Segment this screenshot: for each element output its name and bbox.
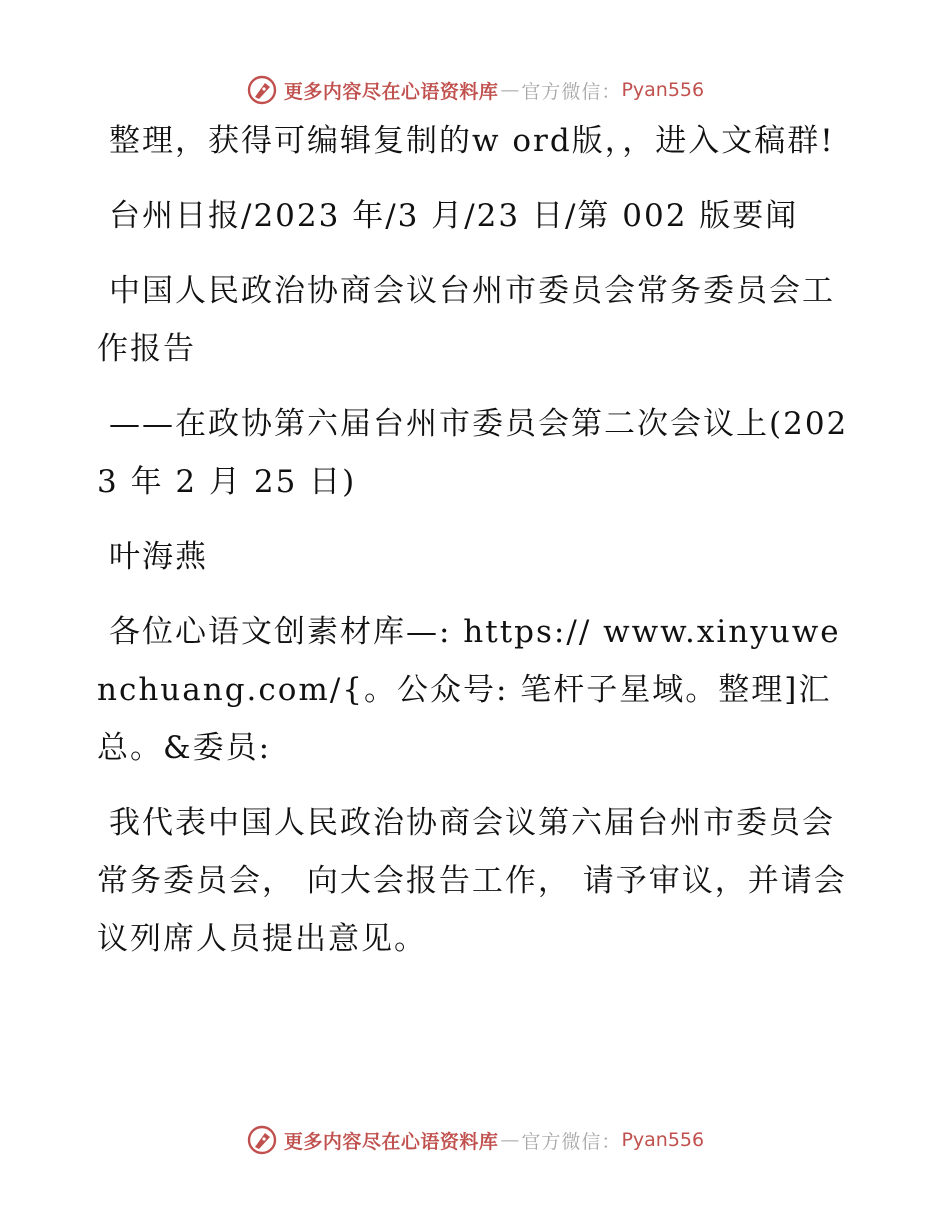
banner-wechat-id: Pyan556 (621, 79, 705, 101)
paragraph-intro: 整理，获得可编辑复制的w ord版，，进入文稿群! (109, 123, 835, 159)
pen-nib-circle-icon (246, 74, 278, 106)
banner-wechat-id: Pyan556 (621, 1129, 705, 1151)
footer-watermark-banner (0, 1120, 950, 1160)
pen-nib-circle-icon (246, 1124, 278, 1156)
paragraph-title: 中国人民政治协商会议台州市委员会常务委员会工作报告 (97, 273, 835, 367)
banner-dash: — (500, 79, 520, 101)
paragraph-author: 叶海燕 (109, 539, 208, 575)
header-watermark-banner (0, 70, 950, 110)
paragraph-subtitle: ——在政协第六届台州市委员会第二次会议上(2023 年 2 月 25 日) (97, 406, 849, 500)
document-body (97, 112, 857, 968)
paragraph-opening: 我代表中国人民政治协商会议第六届台州市委员会常务委员会， 向大会报告工作， 请予审议，并请会议列席人员提出意见。 (97, 805, 847, 957)
banner-dash: — (500, 1129, 520, 1151)
banner-text-cn: 更多内容尽在心语资料库 (283, 1130, 499, 1153)
banner-text-cn: 更多内容尽在心语资料库 (283, 80, 499, 103)
banner-official-label: 官方微信： (521, 1130, 622, 1153)
paragraph-salutation: 各位心语文创素材库—: https:// www.xinyuwenchuang.com/{。公众号: 笔杆子星域。整理]汇总。&委员: (97, 614, 841, 766)
paragraph-source: 台州日报/2023 年/3 月/23 日/第 002 版要闻 (109, 198, 799, 234)
banner-official-label: 官方微信： (521, 80, 622, 103)
